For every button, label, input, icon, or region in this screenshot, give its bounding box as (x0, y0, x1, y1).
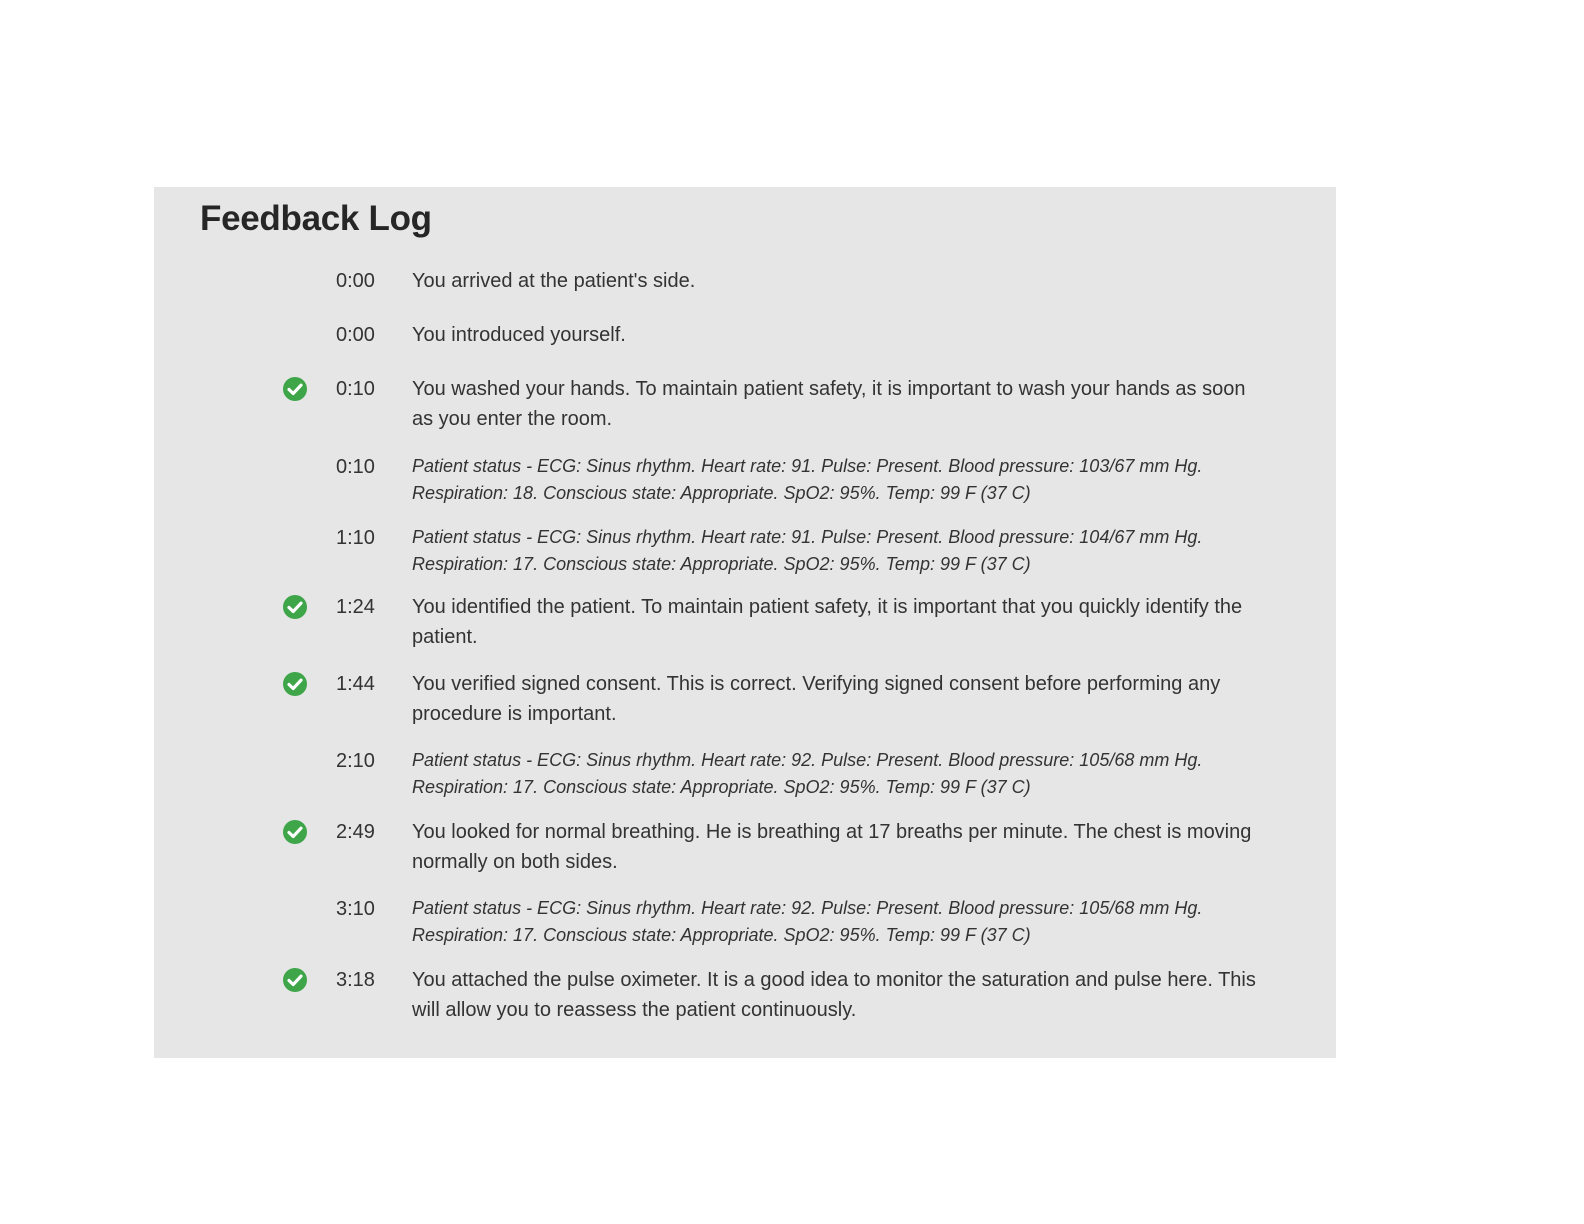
log-entry-time: 3:18 (336, 969, 375, 991)
log-entry-message: You introduced yourself. (412, 324, 626, 346)
log-entry-time: 3:10 (336, 898, 375, 920)
check-circle-icon (282, 967, 308, 993)
log-entry-message: You arrived at the patient's side. (412, 270, 696, 292)
check-circle-icon (282, 671, 308, 697)
log-entry-patient-status: Patient status - ECG: Sinus rhythm. Heart rate: 92. Pulse: Present. Blood pressure: 105/68 mm Hg. Respiration: 17. Conscious state: Appropriate. SpO2: 95%. Temp: 99 F (37 C) (412, 750, 1203, 797)
log-entry-time: 0:00 (336, 270, 375, 292)
check-circle-icon (282, 819, 308, 845)
log-entry-message: You washed your hands. To maintain patient safety, it is important to wash your hands as soon as you enter the room. (412, 378, 1246, 430)
check-circle-icon (282, 376, 308, 402)
feedback-log-list (154, 187, 1336, 1058)
log-entry-time: 0:10 (336, 456, 375, 478)
log-entry-patient-status: Patient status - ECG: Sinus rhythm. Heart rate: 91. Pulse: Present. Blood pressure: 104/67 mm Hg. Respiration: 17. Conscious state: Appropriate. SpO2: 95%. Temp: 99 F (37 C) (412, 527, 1203, 574)
log-entry-time: 2:10 (336, 750, 375, 772)
log-entry-message: You looked for normal breathing. He is breathing at 17 breaths per minute. The chest is moving normally on both sides. (412, 821, 1252, 873)
log-entry-message: You verified signed consent. This is correct. Verifying signed consent before performing any procedure is important. (412, 673, 1221, 725)
check-circle-icon (282, 594, 308, 620)
log-entry-message: You identified the patient. To maintain patient safety, it is important that you quickly identify the patient. (412, 596, 1243, 648)
log-entry-time: 1:10 (336, 527, 375, 549)
page-title: Feedback Log (200, 199, 432, 238)
log-entry-message: You attached the pulse oximeter. It is a good idea to monitor the saturation and pulse here. This will allow you to reassess the patient continuously. (412, 969, 1256, 1021)
feedback-log-panel (154, 187, 1336, 1058)
log-entry-time: 2:49 (336, 821, 375, 843)
log-entry-patient-status: Patient status - ECG: Sinus rhythm. Heart rate: 91. Pulse: Present. Blood pressure: 103/67 mm Hg. Respiration: 18. Conscious state: Appropriate. SpO2: 95%. Temp: 99 F (37 C) (412, 456, 1203, 503)
log-entry-time: 1:24 (336, 596, 375, 618)
log-entry-patient-status: Patient status - ECG: Sinus rhythm. Heart rate: 92. Pulse: Present. Blood pressure: 105/68 mm Hg. Respiration: 17. Conscious state: Appropriate. SpO2: 95%. Temp: 99 F (37 C) (412, 898, 1203, 945)
log-entry-time: 0:00 (336, 324, 375, 346)
log-entry-time: 1:44 (336, 673, 375, 695)
log-entry-time: 0:10 (336, 378, 375, 400)
